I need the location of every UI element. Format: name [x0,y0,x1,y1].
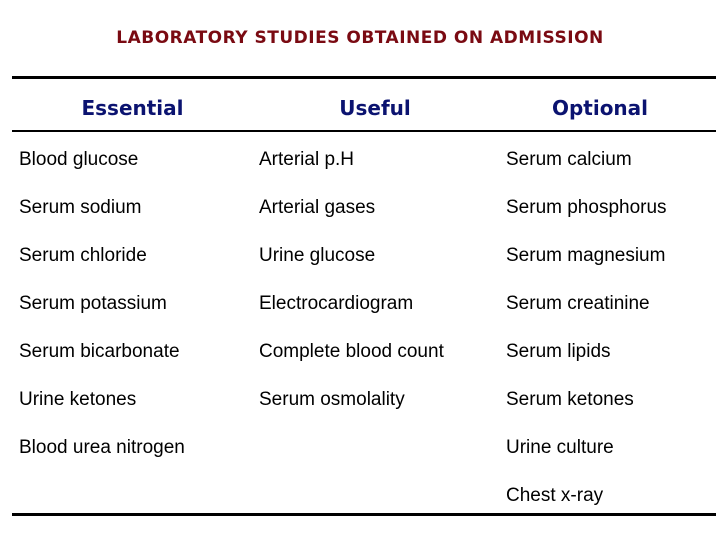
header-essential: Essential [81,96,184,120]
list-item: Arterial gases [259,197,376,218]
optional-column [506,148,667,532]
list-item: Serum ketones [506,389,634,410]
list-item: Serum chloride [19,245,147,266]
header-optional: Optional [551,96,649,120]
list-item: Serum magnesium [506,245,666,266]
list-item: Serum calcium [506,149,632,170]
list-item: Urine ketones [19,389,137,410]
list-item: Serum osmolality [259,389,405,410]
top-divider [12,76,716,79]
list-item: Serum potassium [19,293,167,314]
list-item: Complete blood count [259,341,444,362]
list-item: Arterial p.H [259,149,355,170]
list-item: Urine culture [506,437,614,458]
header-useful: Useful [339,96,411,120]
list-item: Serum sodium [19,197,142,218]
list-item: Urine glucose [259,245,376,266]
list-item: Blood urea nitrogen [19,437,185,458]
page-title: LABORATORY STUDIES OBTAINED ON ADMISSION [116,28,604,48]
bottom-divider [12,513,716,516]
list-item: Chest x-ray [506,485,604,506]
essential-column [19,148,185,484]
list-item: Blood glucose [19,149,139,170]
list-item: Serum bicarbonate [19,341,180,362]
list-item: Electrocardiogram [259,293,414,314]
list-item: Serum lipids [506,341,611,362]
list-item: Serum creatinine [506,293,650,314]
list-item: Serum phosphorus [506,197,667,218]
useful-column [259,148,444,436]
header-divider [12,130,716,132]
